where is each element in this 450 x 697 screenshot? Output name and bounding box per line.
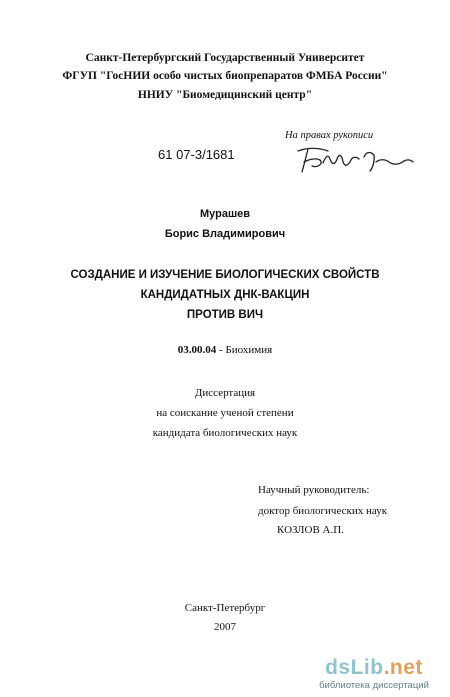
specialty-code: 03.00.04 <box>177 344 217 356</box>
dslib-watermark <box>304 657 444 691</box>
author-surname: Мурашев <box>199 208 251 220</box>
year: 2007 <box>214 621 236 633</box>
title-line-1: СОЗДАНИЕ И ИЗУЧЕНИЕ БИОЛОГИЧЕСКИХ СВОЙСТВ <box>70 269 380 281</box>
specialty-name: - Биохимия <box>216 344 273 356</box>
watermark-logo-part1: dsLib <box>325 656 384 679</box>
dissertation-line-3: кандидата биологических наук <box>152 427 298 439</box>
title-line-2: КАНДИДАТНЫХ ДНК-ВАКЦИН <box>140 289 310 301</box>
watermark-subtitle: библиотека диссертаций <box>319 680 429 691</box>
institute-name: ФГУП "ГосНИИ особо чистых биопрепаратов ФМБА России" <box>62 70 388 82</box>
supervisor-role: Научный руководитель: <box>258 484 370 496</box>
title-line-3: ПРОТИВ ВИЧ <box>186 309 264 321</box>
center-name: ННИУ "Биомедицинский центр" <box>137 89 313 101</box>
specialty <box>0 344 450 356</box>
dissertation-line-2: на соискание ученой степени <box>156 407 294 419</box>
author-full-name: Борис Владимирович <box>164 228 286 240</box>
city: Санкт-Петербург <box>184 602 266 614</box>
watermark-logo-part2: .net <box>383 656 423 679</box>
supervisor-degree: доктор биологических наук <box>258 505 388 517</box>
handwritten-signature <box>290 141 415 177</box>
university-name: Санкт-Петербургский Государственный Университет <box>85 52 365 64</box>
document-code: 61 07-3/1681 <box>158 147 235 162</box>
supervisor-name: КОЗЛОВ А.П. <box>277 524 344 536</box>
watermark-logo <box>304 657 444 679</box>
dissertation-line-1: Диссертация <box>194 387 256 399</box>
manuscript-rights-note: На правах рукописи <box>285 130 374 141</box>
